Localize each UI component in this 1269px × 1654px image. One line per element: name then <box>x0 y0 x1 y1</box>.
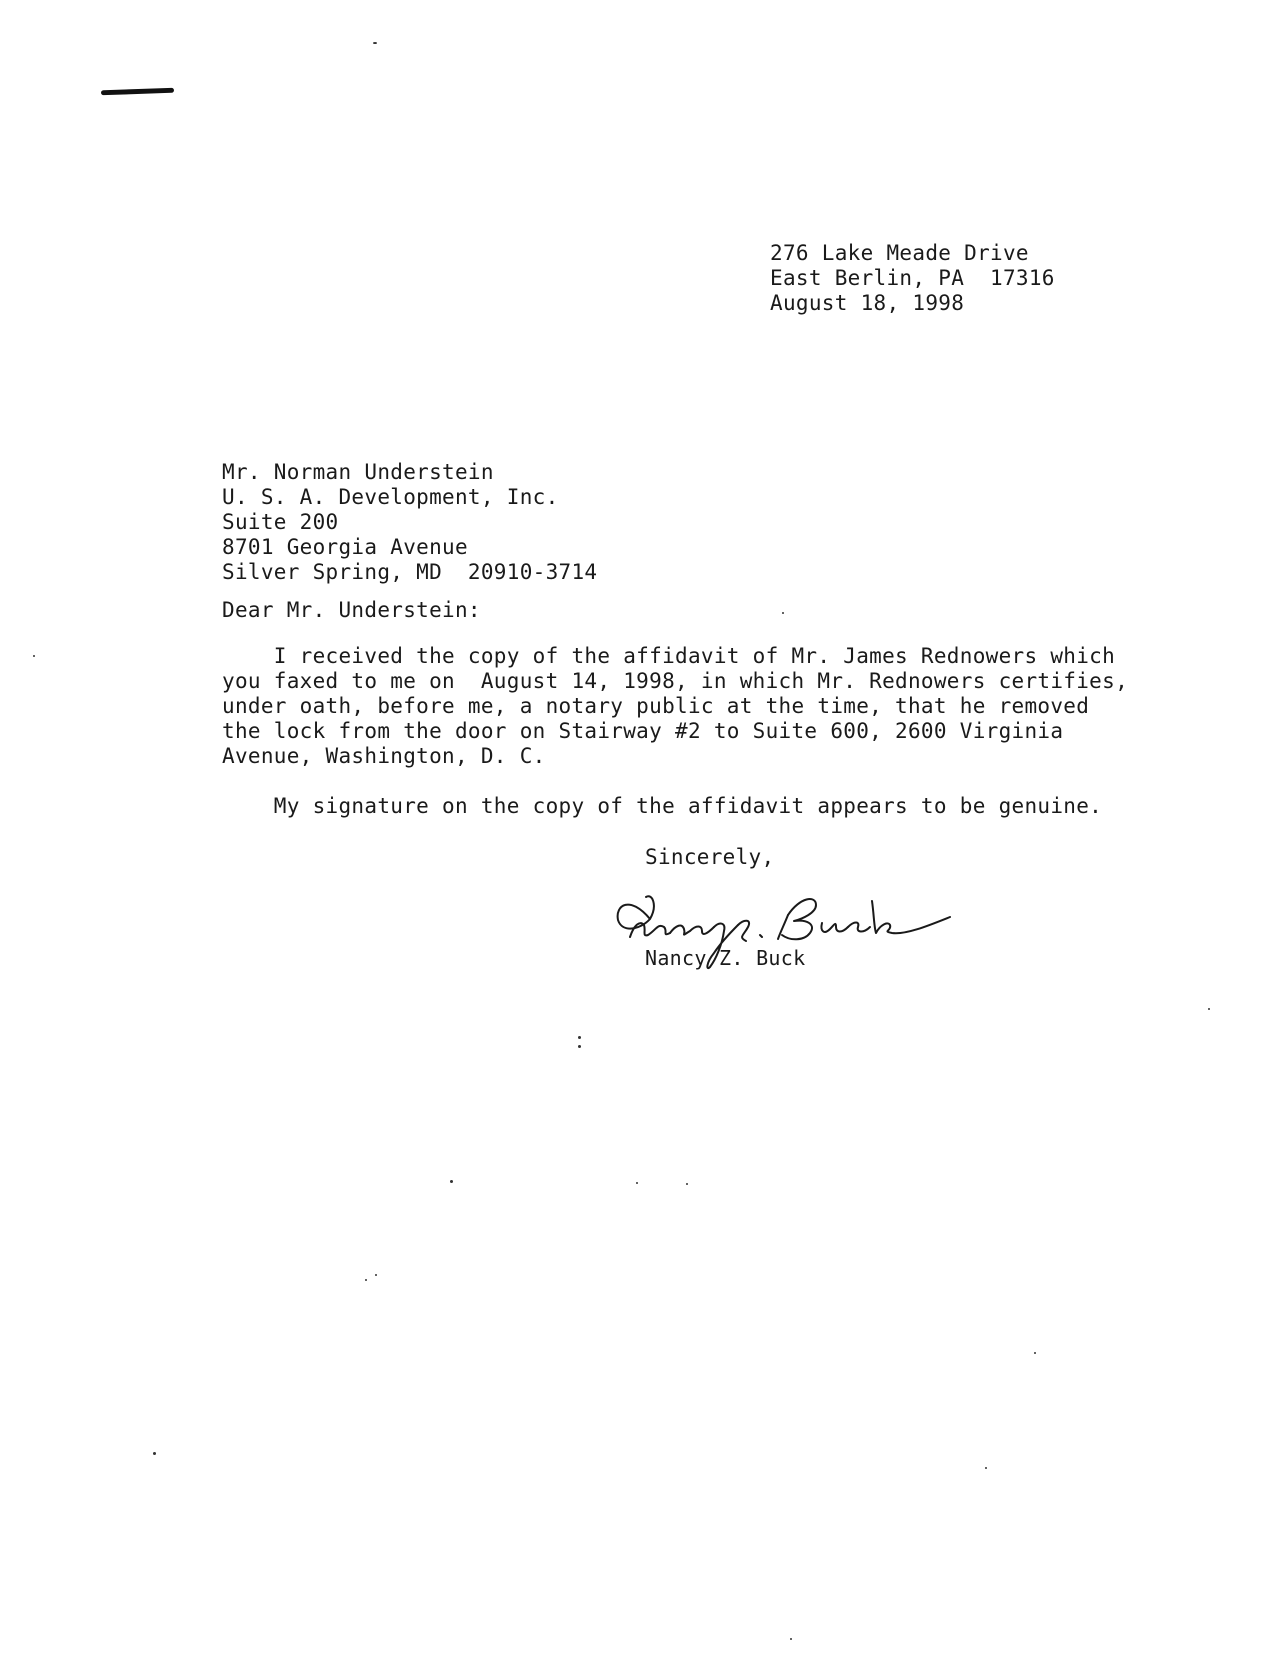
scan-speck <box>1034 1352 1036 1354</box>
recipient-city-line: Silver Spring, MD 20910-3714 <box>222 560 598 584</box>
paragraph-line: the lock from the door on Stairway #2 to Suite 600, 2600 Virginia <box>222 719 1064 743</box>
scan-speck <box>782 612 784 614</box>
scan-speck <box>686 1183 688 1185</box>
scan-speck <box>578 1036 581 1039</box>
closing: Sincerely, <box>645 845 775 869</box>
scan-speck <box>373 42 377 44</box>
scan-speck <box>375 1274 377 1276</box>
recipient-street: 8701 Georgia Avenue <box>222 535 468 559</box>
recipient-name: Mr. Norman Understein <box>222 460 494 484</box>
body-paragraph-1 <box>222 644 1128 769</box>
paragraph-line: I received the copy of the affidavit of Mr. James Rednowers which <box>222 644 1116 668</box>
body-paragraph-2: My signature on the copy of the affidavit appears to be genuine. <box>222 794 1103 818</box>
paragraph-line: under oath, before me, a notary public at the time, that he removed <box>222 694 1090 718</box>
sender-street: 276 Lake Meade Drive <box>770 241 1029 265</box>
scan-speck <box>985 1467 987 1469</box>
scan-speck <box>790 1638 792 1640</box>
letter-date: August 18, 1998 <box>770 291 965 315</box>
signer-name: Nancy Z. Buck <box>645 946 806 970</box>
sender-city-line: East Berlin, PA 17316 <box>770 266 1055 290</box>
scan-speck <box>153 1452 156 1455</box>
salutation: Dear Mr. Understein: <box>222 598 481 622</box>
scan-speck <box>33 655 35 657</box>
scan-speck <box>450 1180 453 1183</box>
paragraph-line: you faxed to me on August 14, 1998, in which Mr. Rednowers certifies, <box>222 669 1129 693</box>
recipient-company: U. S. A. Development, Inc. <box>222 485 559 509</box>
paragraph-line: Avenue, Washington, D. C. <box>222 744 546 768</box>
scan-speck <box>636 1182 638 1184</box>
recipient-suite: Suite 200 <box>222 510 339 534</box>
scan-speck <box>365 1279 367 1281</box>
corner-mark <box>101 88 174 96</box>
scan-speck <box>1208 1008 1210 1010</box>
scan-speck <box>578 1045 581 1048</box>
signature-text: Nancy Z. Buck <box>610 875 618 876</box>
recipient-address <box>222 460 597 585</box>
sender-address <box>770 241 1055 316</box>
